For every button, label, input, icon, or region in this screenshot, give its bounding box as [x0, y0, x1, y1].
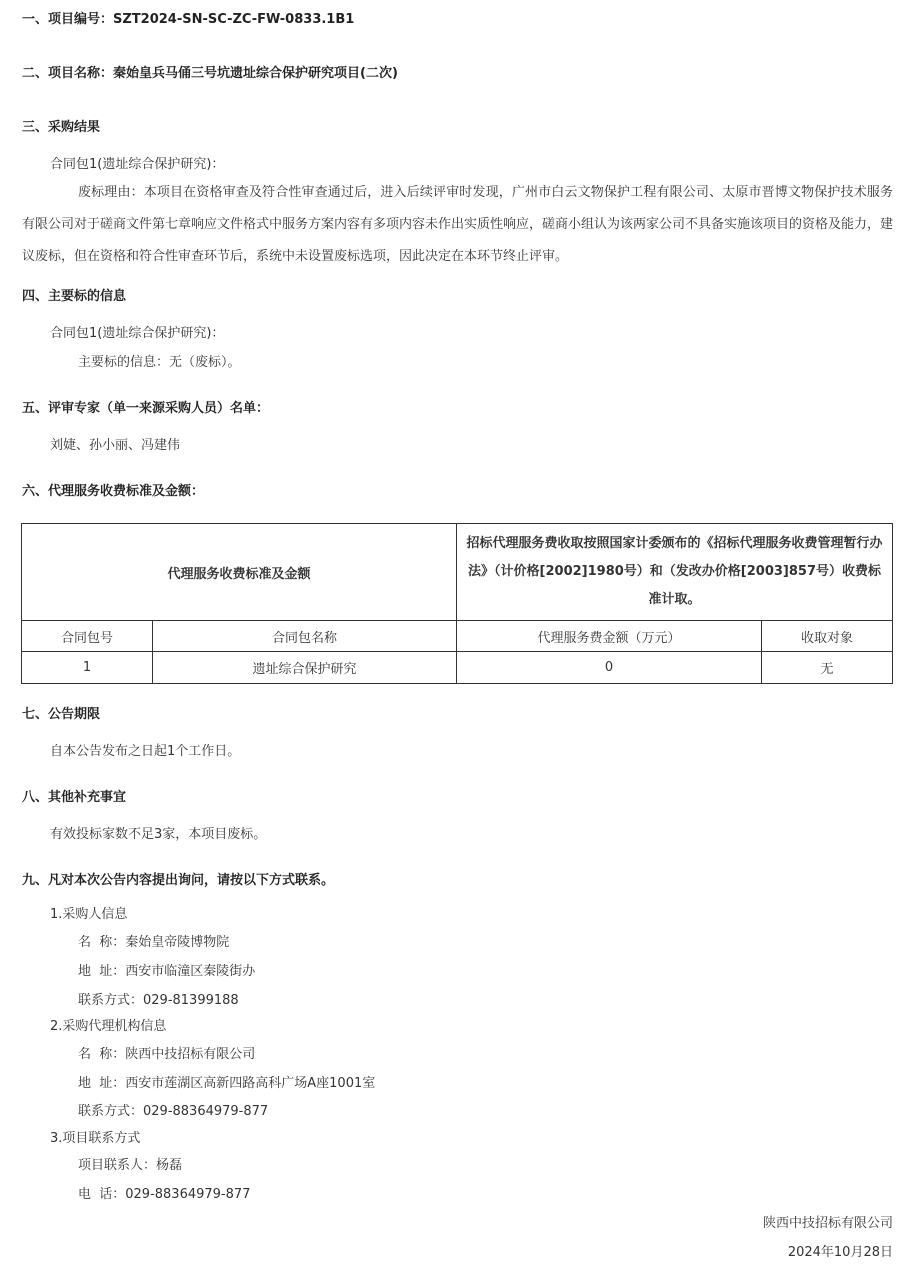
notice-period-text: 自本公告发布之日起1个工作日。 — [50, 744, 241, 759]
main-subject-text: 主要标的信息：无（废标）。 — [78, 355, 241, 370]
cell-fee-amount: 0 — [457, 652, 762, 684]
fee-standard-description: 招标代理服务费收取按照国家计委颁布的《招标代理服务收费管理暂行办法》（计价格[2002]1980号）和（发改办价格[2003]857号）收费标准计取。 — [457, 524, 893, 621]
buyer-info-title: 1.采购人信息 — [50, 907, 128, 922]
procurement-result-package: 合同包1(遗址综合保护研究)： — [50, 157, 225, 172]
fee-standard-label: 代理服务收费标准及金额 — [22, 524, 457, 621]
project-contact-person: 项目联系人：杨磊 — [78, 1158, 183, 1173]
buyer-address: 地 址：西安市临潼区秦陵街办 — [78, 964, 256, 979]
buyer-phone: 联系方式：029-81399188 — [78, 993, 239, 1008]
other-matters-text: 有效投标家数不足3家，本项目废标。 — [50, 827, 267, 842]
agency-phone: 联系方式：029-88364979-877 — [78, 1104, 269, 1119]
fee-standard-row — [22, 524, 893, 621]
table-row — [22, 652, 893, 684]
cell-charge-target: 无 — [762, 652, 893, 684]
header-package-number: 合同包号 — [22, 621, 153, 652]
agency-name: 名 称：陕西中技招标有限公司 — [78, 1047, 256, 1062]
footer-date: 2024年10月28日 — [787, 1245, 893, 1260]
header-fee-amount: 代理服务费金额（万元） — [457, 621, 762, 652]
project-number-value: SZT2024-SN-SC-ZC-FW-0833.1B1 — [113, 12, 355, 27]
project-number — [22, 11, 354, 29]
project-name-value: 秦始皇兵马俑三号坑遗址综合保护研究项目(二次) — [113, 66, 398, 81]
cell-package-name: 遗址综合保护研究 — [153, 652, 457, 684]
other-matters-title: 八、其他补充事宜 — [22, 790, 127, 805]
experts-list: 刘婕、孙小丽、冯建伟 — [50, 438, 181, 453]
fee-table-header-row — [22, 621, 893, 652]
project-name — [22, 65, 398, 83]
header-package-name: 合同包名称 — [153, 621, 457, 652]
agency-fee-title: 六、代理服务收费标准及金额： — [22, 484, 205, 499]
notice-period-title: 七、公告期限 — [22, 707, 101, 722]
experts-title: 五、评审专家（单一来源采购人员）名单： — [22, 401, 270, 416]
cell-package-number: 1 — [22, 652, 153, 684]
project-name-label: 二、项目名称： — [22, 66, 114, 81]
footer-company: 陕西中技招标有限公司 — [762, 1216, 893, 1231]
project-contact-phone: 电 话：029-88364979-877 — [78, 1187, 251, 1202]
main-subject-package: 合同包1(遗址综合保护研究)： — [50, 326, 225, 341]
main-subject-title: 四、主要标的信息 — [22, 289, 127, 304]
agency-address: 地 址：西安市莲湖区高新四路高科广场A座1001室 — [78, 1076, 376, 1091]
procurement-result-title: 三、采购结果 — [22, 120, 101, 135]
header-charge-target: 收取对象 — [762, 621, 893, 652]
contact-title: 九、凡对本次公告内容提出询问，请按以下方式联系。 — [22, 873, 335, 888]
project-number-label: 一、项目编号： — [22, 12, 114, 27]
buyer-name: 名 称：秦始皇帝陵博物院 — [78, 935, 230, 950]
project-contact-title: 3.项目联系方式 — [50, 1131, 141, 1146]
agency-fee-table — [21, 523, 893, 684]
agency-info-title: 2.采购代理机构信息 — [50, 1019, 167, 1034]
rejection-reason-text: 废标理由：本项目在资格审查及符合性审查通过后，进入后续评审时发现，广州市白云文物保护工程有限公司、太原市晋博文物保护技术服务有限公司对于磋商文件第七章响应文件格式中服务方案内容有多项内容未作出实质性响应，磋商小组认为该两家公司不具备实施该项目的资格及能力，建议废标，但在资格和符合性审查环节后，系统中未设置废标选项，因此决定在本环节终止评审。 — [22, 185, 894, 264]
